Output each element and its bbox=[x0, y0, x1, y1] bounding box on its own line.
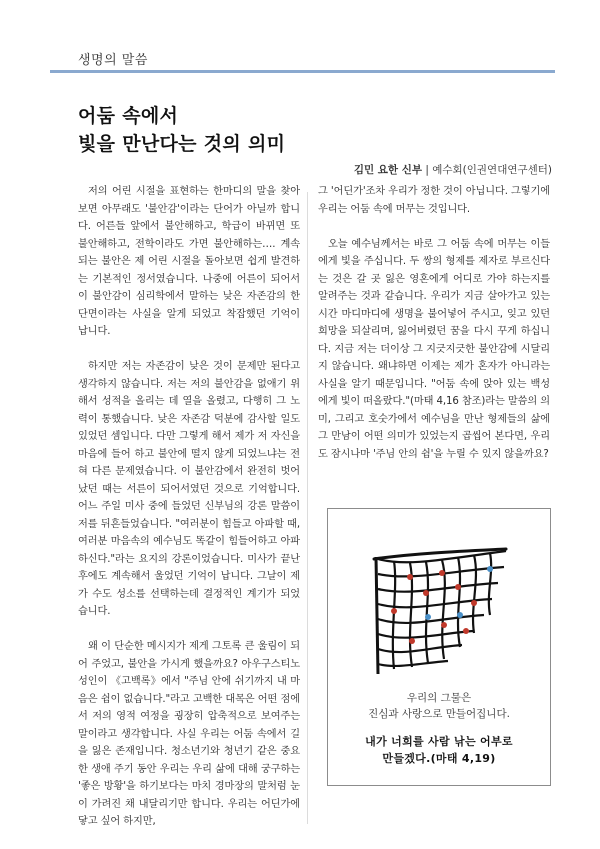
author-affiliation: 예수회(인권연대연구센터) bbox=[432, 164, 552, 176]
article-title-line-1: 어둠 속에서 bbox=[78, 105, 179, 127]
paragraph: 그 '어딘가'조차 우리가 정한 것이 아닙니다. 그렇기에 우리는 어둠 속에 머무는 것입니다. bbox=[318, 186, 550, 215]
fishing-net-illustration bbox=[366, 529, 516, 679]
scripture-quote bbox=[328, 733, 550, 767]
net-float bbox=[457, 612, 463, 618]
section-label: 생명의 말씀 bbox=[78, 53, 148, 68]
net-float bbox=[471, 600, 477, 606]
author-name: 김민 요한 신부 bbox=[353, 164, 423, 176]
article-title bbox=[78, 102, 285, 158]
body-column-left bbox=[78, 183, 300, 831]
paragraph: 오늘 예수님께서는 바로 그 어둠 속에 머무는 이들에게 빛을 주십니다. 두 쌍의 형제를 제자로 부르신다는 것은 갈 곳 잃은 영혼에게 어디로 가야 하는지를 알려주는 것과 같습니다. 우리가 지금 살아가고 있는 시간 마디마디에 생명을 불어넣어 주시고, 잊고 있던 희망을 되살리며, 잃어버렸던 꿈을 다시 꾸게 하십니다. 지금 저는 더이상 그 지긋지긋한 불안감에 시달리지 않습니다. 왜냐하면 이제는 제가 혼자가 아니라는 사실을 알기 때문입니다. "어둠 속에 앉아 있는 백성에게 빛이 떠올랐다."(마태 4,16 참조)라는 말씀의 의미, 그리고 호숫가에서 예수님을 만난 형제들의 삶에 그 만남이 어떤 의미가 있었는지 곱씹어 본다면, 우리도 잠시나마 '주님 안의 쉼'을 누릴 수 있지 않을까요? bbox=[318, 238, 550, 460]
net-float bbox=[409, 638, 415, 644]
article-title-line-2: 빛을 만난다는 것의 의미 bbox=[78, 133, 286, 155]
paragraph: 저의 어린 시절을 표현하는 한마디의 말을 찾아보면 아무래도 '불안감'이라는 단어가 아닐까 합니다. 어른들 앞에서 불안해하고, 학급이 바뀌면 또 불안해하고, 전학이라도 가면 불안해하는…. 계속되는 불안은 제 어린 시절을 돌아보면 쉽게 발견하는 기본적인 정서였습니다. 나중에 어른이 되어서 이 불안감이 심리학에서 말하는 낮은 자존감의 한 단면이라는 사실을 알게 되었고 착잡했던 기억이 납니다. bbox=[78, 186, 300, 337]
scripture-quote-line-1: 내가 너희를 사람 낚는 어부로 bbox=[365, 735, 513, 748]
figure-box bbox=[327, 508, 551, 786]
net-float bbox=[407, 574, 413, 580]
net-float bbox=[455, 584, 461, 590]
figure-caption bbox=[328, 690, 550, 722]
figure-caption-line-2: 진심과 사랑으로 만들어집니다. bbox=[368, 708, 510, 720]
byline-separator: | bbox=[422, 164, 433, 176]
net-float bbox=[425, 614, 431, 620]
net-float bbox=[441, 622, 447, 628]
net-float bbox=[391, 608, 397, 614]
paragraph: 왜 이 단순한 메시지가 제게 그토록 큰 울림이 되어 주었고, 불안을 가시게 했을까요? 아우구스티노 성인이 《고백록》에서 "주님 안에 쉬기까지 내 마음은 쉼이 없습니다."라고 고백한 대목은 어떤 점에서 저의 영적 여정을 굉장히 압축적으로 보여주는 말이라고 생각합니다. 사실 우리는 어둠 속에서 길을 잃은 존재입니다. 청소년기와 청년기 같은 중요한 생애 주기 동안 우리는 우리 삶에 대해 궁구하는 '좋은 방황'을 하기보다는 마치 경마장의 말처럼 눈이 가려진 채 내달리기만 합니다. 우리는 어딘가에 닿고 싶어 하지만, bbox=[78, 641, 300, 827]
scripture-quote-line-2: 만들겠다.(마태 4,19) bbox=[382, 752, 496, 765]
net-float bbox=[423, 590, 429, 596]
header-rule bbox=[50, 70, 555, 73]
net-float bbox=[487, 566, 493, 572]
figure-caption-line-1: 우리의 그물은 bbox=[406, 692, 472, 704]
byline bbox=[354, 162, 552, 177]
column-divider bbox=[307, 192, 308, 824]
net-float bbox=[463, 628, 469, 634]
net-float bbox=[439, 570, 445, 576]
body-column-right bbox=[318, 183, 550, 463]
paragraph: 하지만 저는 자존감이 낮은 것이 문제만 된다고 생각하지 않습니다. 저는 저의 불안감을 없애기 위해서 성적을 올리는 데 열을 올렸고, 다행히 그 노력이 통했습니다. 낮은 자존감 덕분에 감사할 일도 있었던 셈입니다. 다만 그렇게 해서 제가 저 자신을 마음에 들어 하고 불안에 떨지 않게 되었느냐는 전혀 다른 문제였습니다. 이 불안감에서 완전히 벗어났던 때는 서른이 되어서였던 것으로 기억합니다. 어느 주일 미사 중에 들었던 신부님의 강론 말씀이 저를 뒤흔들었습니다. "여러분이 힘들고 아파할 때, 여러분 마음속의 예수님도 똑같이 힘들어하고 아파하신다."라는 요지의 강론이었습니다. 미사가 끝난 후에도 계속해서 울었던 기억이 납니다. 그날이 제가 수도 성소를 선택하는데 결정적인 계기가 되었습니다. bbox=[78, 361, 300, 617]
